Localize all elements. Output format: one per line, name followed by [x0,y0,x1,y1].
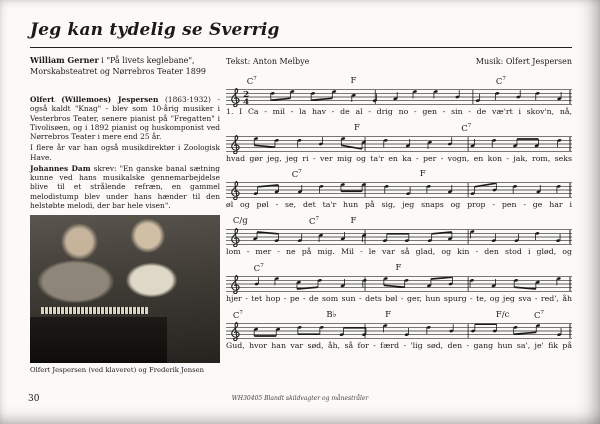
time-signature: 4 [242,97,250,107]
left-column [30,95,220,374]
chord-symbol: F [385,309,392,320]
imprint: WH30405 Blandt skildvagter og månestråler [231,395,369,402]
performer-context: i "På livets keglebane", [98,56,195,65]
staff-system [226,123,572,164]
lyrics-line: 1. I Ca - mil - la hav - de al - drig no - gen - sin - de væ'rt i skov'n, nå, [226,107,572,116]
text-credit: Tekst: Anton Melbye [226,57,310,66]
photo-olfert-jespersen [30,215,220,363]
music-staff [226,227,572,247]
chord-row [226,310,572,321]
chord-symbol: $C^7$ [533,309,544,321]
chord-row [226,123,572,134]
chord-symbol: $C^7$ [291,169,302,181]
treble-clef-icon [232,322,239,340]
chord-row [226,263,572,274]
treble-clef-icon [232,88,239,106]
performer-name: William Gerner [30,55,99,65]
treble-clef-icon [232,229,239,247]
lyrics-line: øl og pøl - se, det ta'r hun på sig, jeg snaps og prop - pen - ge har i [226,200,572,210]
staff-system [226,76,572,117]
music-staff [226,134,572,154]
chord-symbol: $C^7$ [232,309,243,321]
chord-symbol: F/c [495,309,510,320]
venue-line: Morskabsteatret og Nørrebros Teater 1899 [30,66,207,76]
piano-keys [41,307,147,314]
treble-clef-icon [232,135,239,153]
staff-system [226,169,572,210]
music-staff [226,274,572,294]
music-staff [226,180,572,200]
chord-symbol: $C^7$ [246,76,257,87]
music-credit: Musik: Olfert Jespersen [475,57,572,66]
piano [30,317,167,363]
bio-text: skrev: "En ganske banal sætning kunne ved hans musikalske gennemarbejdelse blive til et strålende refræn, en gammel melodistump blev under hans hænder til den helstøbte melodi, der bar hele visen". [30,163,220,210]
chord-symbol: C/g [232,216,248,227]
chord-symbol: B♭ [326,309,337,320]
header-rule [30,47,572,48]
time-signature: 2 [242,90,250,100]
chord-row [226,216,572,227]
lyrics-line: hvad gør jeg, jeg ri - ver mig og ta'r en ka - per - vogn, en kon - jak, rom, seks [226,153,572,163]
music-staff [226,87,572,107]
chord-row [226,169,572,180]
chord-symbol: F [350,76,357,86]
staff-system [226,310,572,351]
lyrics-line: hjer - tet hop - pe - de som sun - dets bøl - ger, hun spurg - te, og jeg sva - red', åh [226,293,572,303]
bio-text: (1863-1932) - også kaldt "Knag" - blev som 10-årig musiker i Vesterbros Teater, senere pianist på "Fregatten" i Tivolisøen, og i 1892 pianist og huskomponist ved Nørrebros Teater i mere end 25 år. [30,95,221,141]
page-title: Jeg kan tydelig se Sverrig [30,20,280,40]
staff-system [226,263,572,304]
chord-symbol: $C^7$ [309,216,320,228]
bio-lead: Johannes Dam [30,163,91,173]
bio-paragraph [30,143,220,162]
photo-caption: Olfert Jespersen (ved klaveret) og Frederik Jensen [30,366,205,374]
chord-symbol: F [419,169,426,180]
lyrics-line: lom - mer - ne på mig. Mil - le var så glad, og kin - den stod i glød, og [226,247,572,257]
bio-text: I flere år var han også musikdirektør i Zoologisk Have. [30,143,220,162]
page-number: 30 [28,394,40,404]
bio-paragraph [30,164,220,210]
staff-system [226,216,572,257]
subtitle [30,55,230,78]
bio-lead: Olfert (Willemoes) Jespersen [30,95,159,104]
bio-paragraph [30,95,220,141]
lyrics-line: Gud, hvor han var sød, åh, så for - færd - 'lig sød, den - gang hun sa', je' fik på [226,340,572,350]
chord-symbol: $C^7$ [253,262,264,274]
treble-clef-icon [232,182,239,200]
chord-symbol: $C^7$ [495,76,506,87]
chord-symbol: F [350,216,357,227]
chord-symbol: F [354,122,360,133]
music-staves [226,76,572,356]
chord-symbol: $C^7$ [461,122,472,134]
chord-symbol: F [395,262,402,273]
treble-clef-icon [232,275,239,293]
chord-row [226,76,572,87]
music-staff [226,321,572,341]
